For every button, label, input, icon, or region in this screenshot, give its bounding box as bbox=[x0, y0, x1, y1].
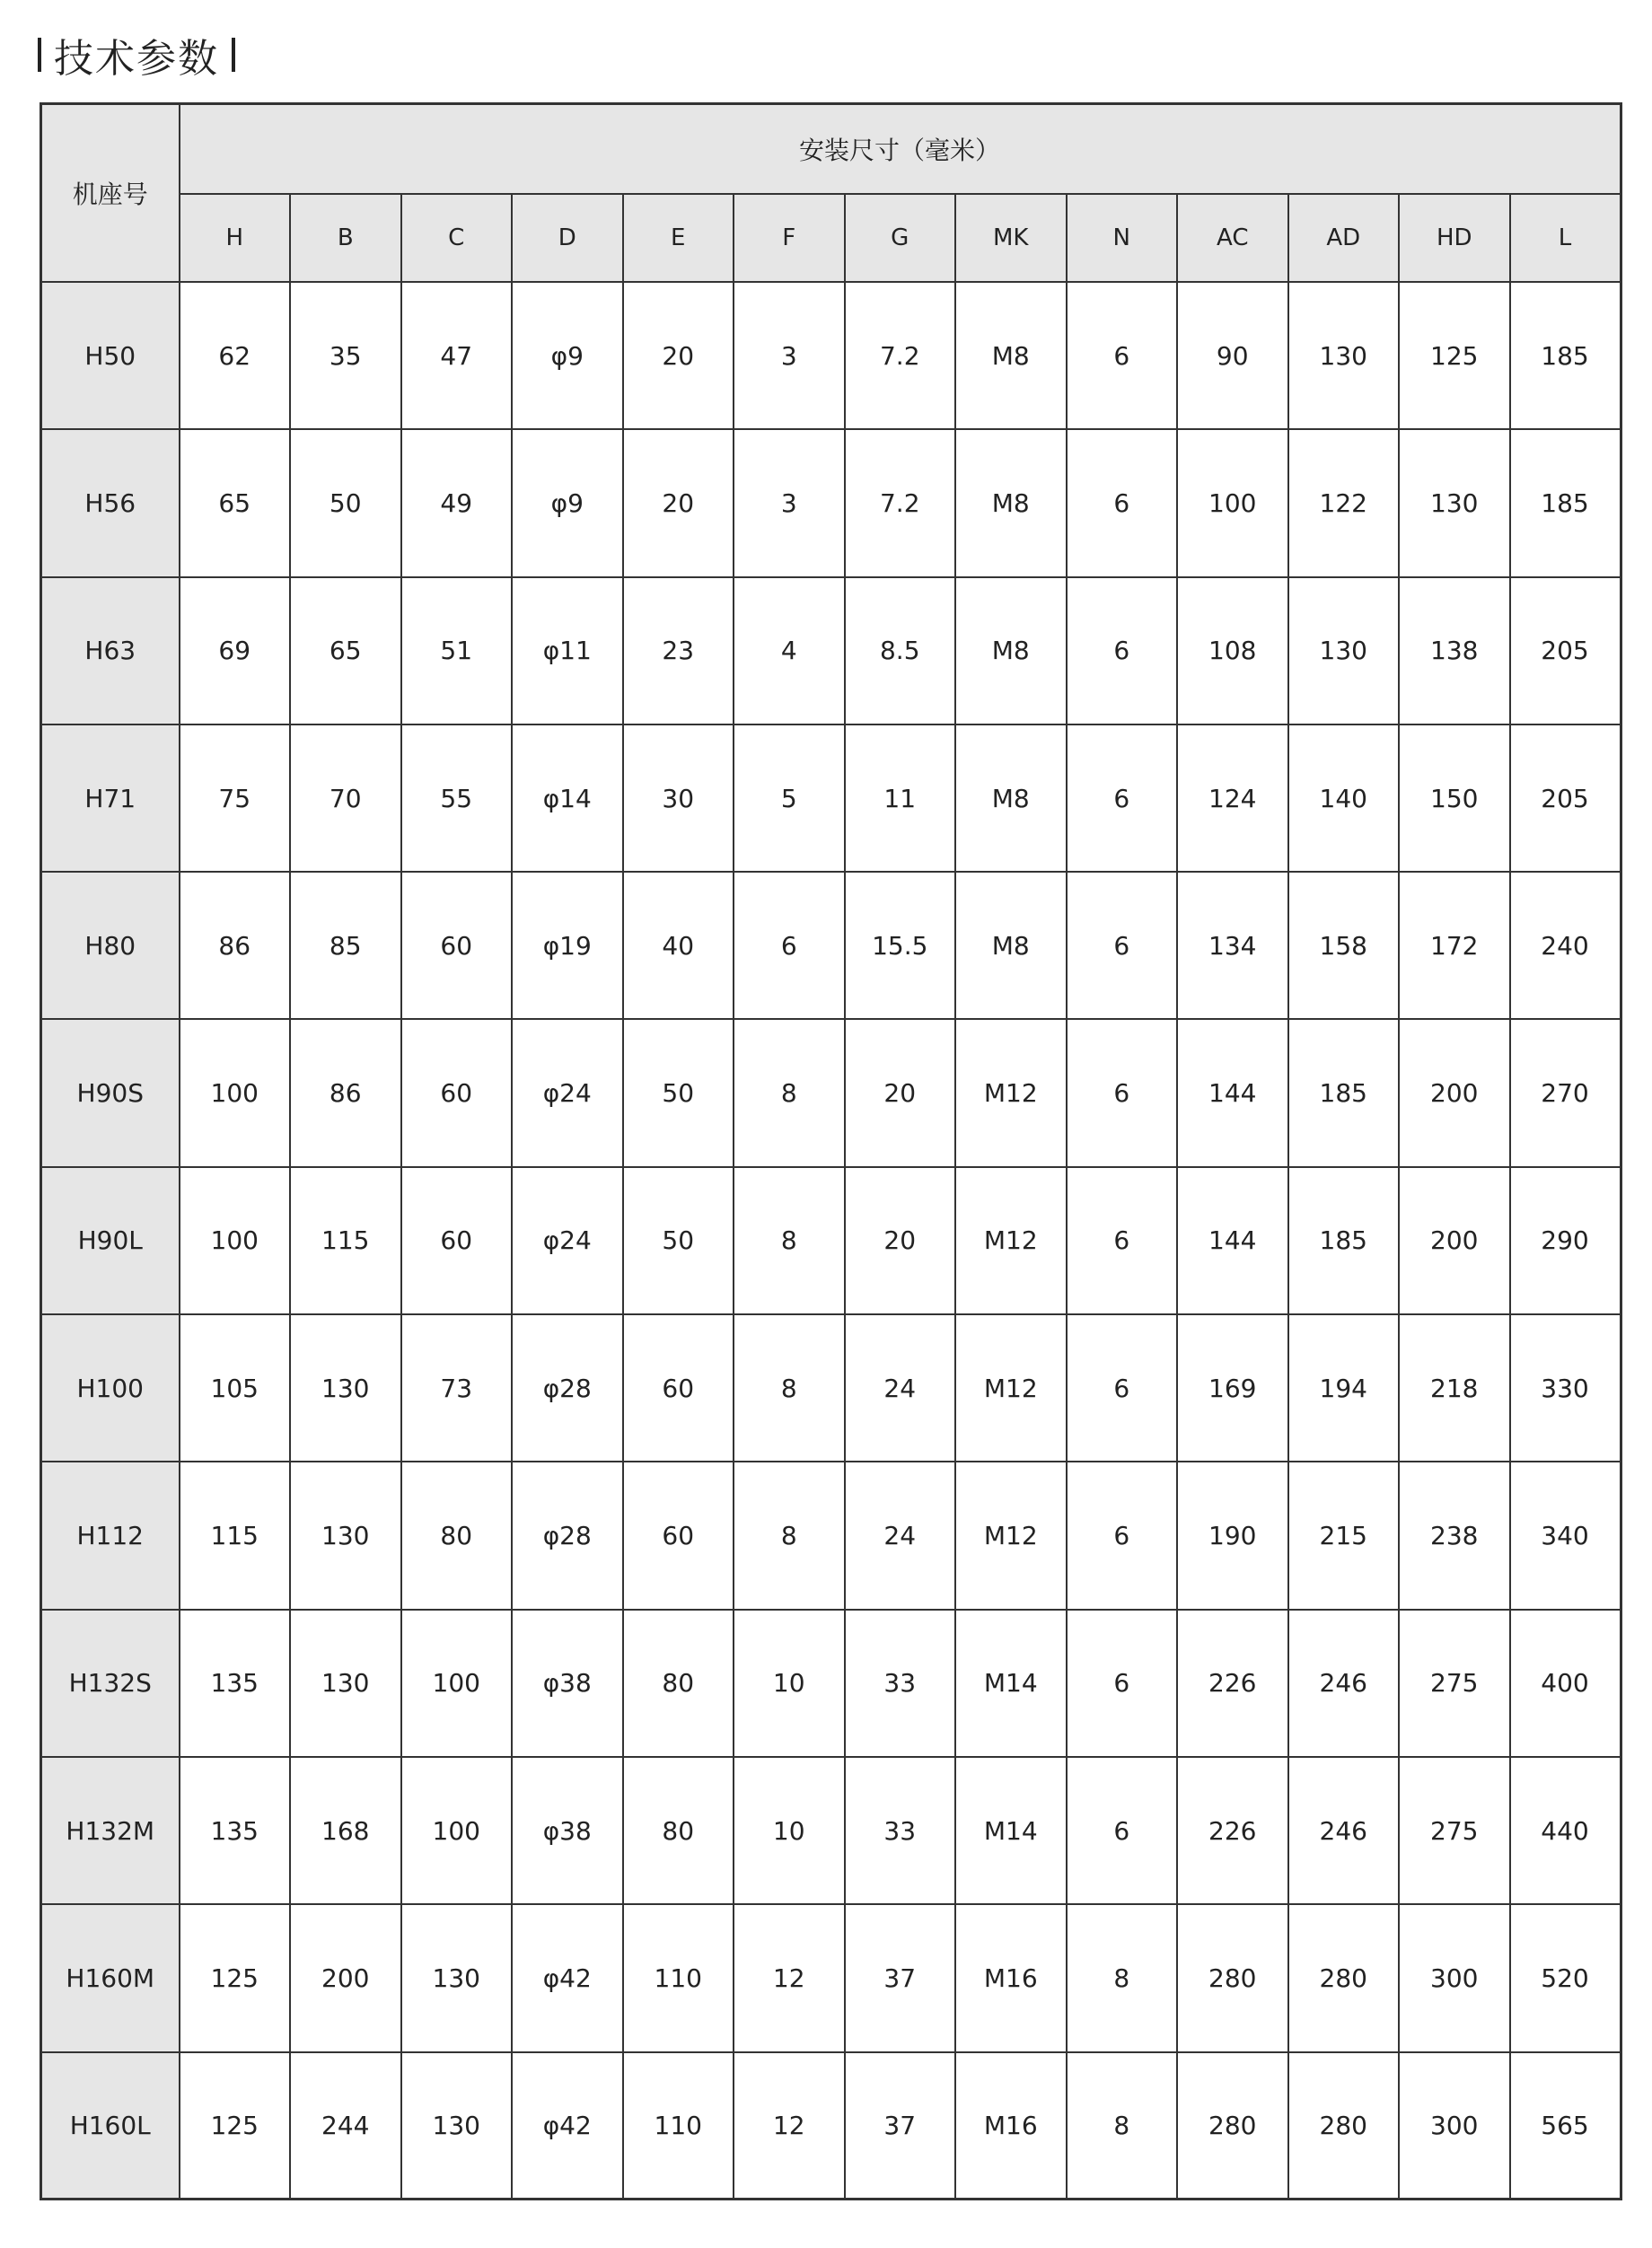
value-cell-l: 340 bbox=[1510, 1462, 1621, 1609]
table-row bbox=[41, 1610, 1621, 1757]
value-cell-c: 60 bbox=[401, 1019, 513, 1166]
spec-table-body bbox=[41, 282, 1621, 2200]
value-cell-g: 7.2 bbox=[845, 282, 956, 429]
value-cell-ad: 194 bbox=[1288, 1314, 1400, 1462]
value-cell-hd: 300 bbox=[1399, 1904, 1510, 2051]
table-row bbox=[41, 577, 1621, 724]
value-cell-ac: 134 bbox=[1177, 872, 1288, 1019]
value-cell-h: 86 bbox=[180, 872, 291, 1019]
column-header-hd: HD bbox=[1399, 194, 1510, 282]
value-cell-h: 105 bbox=[180, 1314, 291, 1462]
value-cell-n: 6 bbox=[1067, 429, 1178, 576]
dimension-group-header: 安装尺寸（毫米） bbox=[180, 104, 1621, 195]
value-cell-l: 330 bbox=[1510, 1314, 1621, 1462]
value-cell-n: 6 bbox=[1067, 282, 1178, 429]
value-cell-l: 290 bbox=[1510, 1167, 1621, 1314]
table-row bbox=[41, 872, 1621, 1019]
value-cell-g: 33 bbox=[845, 1757, 956, 1904]
table-row bbox=[41, 2052, 1621, 2200]
value-cell-l: 440 bbox=[1510, 1757, 1621, 1904]
value-cell-g: 33 bbox=[845, 1610, 956, 1757]
value-cell-d: φ42 bbox=[512, 2052, 623, 2200]
value-cell-l: 400 bbox=[1510, 1610, 1621, 1757]
value-cell-e: 40 bbox=[623, 872, 734, 1019]
value-cell-e: 20 bbox=[623, 282, 734, 429]
value-cell-f: 4 bbox=[734, 577, 845, 724]
value-cell-f: 8 bbox=[734, 1314, 845, 1462]
value-cell-ad: 246 bbox=[1288, 1757, 1400, 1904]
value-cell-n: 8 bbox=[1067, 1904, 1178, 2051]
spec-table bbox=[40, 102, 1622, 2200]
value-cell-c: 80 bbox=[401, 1462, 513, 1609]
value-cell-d: φ19 bbox=[512, 872, 623, 1019]
value-cell-d: φ11 bbox=[512, 577, 623, 724]
model-cell: H90S bbox=[41, 1019, 180, 1166]
section-title-text: 技术参数 bbox=[54, 36, 219, 82]
value-cell-c: 55 bbox=[401, 724, 513, 872]
column-header-l: L bbox=[1510, 194, 1621, 282]
value-cell-b: 115 bbox=[290, 1167, 401, 1314]
value-cell-n: 6 bbox=[1067, 1757, 1178, 1904]
value-cell-mk: M16 bbox=[955, 1904, 1067, 2051]
table-row bbox=[41, 1019, 1621, 1166]
value-cell-ad: 122 bbox=[1288, 429, 1400, 576]
value-cell-mk: M8 bbox=[955, 282, 1067, 429]
value-cell-mk: M12 bbox=[955, 1167, 1067, 1314]
model-cell: H50 bbox=[41, 282, 180, 429]
value-cell-ac: 280 bbox=[1177, 2052, 1288, 2200]
value-cell-mk: M16 bbox=[955, 2052, 1067, 2200]
value-cell-hd: 200 bbox=[1399, 1167, 1510, 1314]
value-cell-n: 6 bbox=[1067, 872, 1178, 1019]
value-cell-n: 6 bbox=[1067, 1019, 1178, 1166]
value-cell-ad: 130 bbox=[1288, 282, 1400, 429]
value-cell-n: 6 bbox=[1067, 577, 1178, 724]
value-cell-ac: 169 bbox=[1177, 1314, 1288, 1462]
value-cell-hd: 125 bbox=[1399, 282, 1510, 429]
value-cell-ac: 226 bbox=[1177, 1610, 1288, 1757]
value-cell-b: 244 bbox=[290, 2052, 401, 2200]
table-row bbox=[41, 282, 1621, 429]
value-cell-l: 565 bbox=[1510, 2052, 1621, 2200]
column-header-b: B bbox=[290, 194, 401, 282]
value-cell-n: 6 bbox=[1067, 1610, 1178, 1757]
model-cell: H132M bbox=[41, 1757, 180, 1904]
value-cell-h: 62 bbox=[180, 282, 291, 429]
title-right-bar bbox=[232, 38, 235, 72]
value-cell-ad: 215 bbox=[1288, 1462, 1400, 1609]
value-cell-ac: 144 bbox=[1177, 1167, 1288, 1314]
value-cell-n: 8 bbox=[1067, 2052, 1178, 2200]
value-cell-l: 185 bbox=[1510, 429, 1621, 576]
model-cell: H132S bbox=[41, 1610, 180, 1757]
value-cell-hd: 200 bbox=[1399, 1019, 1510, 1166]
value-cell-b: 50 bbox=[290, 429, 401, 576]
value-cell-c: 130 bbox=[401, 2052, 513, 2200]
value-cell-d: φ9 bbox=[512, 429, 623, 576]
table-row bbox=[41, 1314, 1621, 1462]
model-cell: H160M bbox=[41, 1904, 180, 2051]
value-cell-f: 12 bbox=[734, 2052, 845, 2200]
value-cell-h: 135 bbox=[180, 1610, 291, 1757]
column-header-e: E bbox=[623, 194, 734, 282]
value-cell-hd: 275 bbox=[1399, 1610, 1510, 1757]
column-header-row bbox=[41, 194, 1621, 282]
value-cell-e: 50 bbox=[623, 1019, 734, 1166]
value-cell-d: φ24 bbox=[512, 1167, 623, 1314]
value-cell-mk: M12 bbox=[955, 1462, 1067, 1609]
value-cell-b: 200 bbox=[290, 1904, 401, 2051]
value-cell-g: 20 bbox=[845, 1019, 956, 1166]
value-cell-ad: 130 bbox=[1288, 577, 1400, 724]
value-cell-mk: M8 bbox=[955, 577, 1067, 724]
value-cell-d: φ28 bbox=[512, 1462, 623, 1609]
value-cell-mk: M8 bbox=[955, 429, 1067, 576]
value-cell-e: 80 bbox=[623, 1610, 734, 1757]
value-cell-n: 6 bbox=[1067, 724, 1178, 872]
value-cell-b: 65 bbox=[290, 577, 401, 724]
column-header-ad: AD bbox=[1288, 194, 1400, 282]
value-cell-h: 135 bbox=[180, 1757, 291, 1904]
value-cell-e: 60 bbox=[623, 1314, 734, 1462]
value-cell-c: 51 bbox=[401, 577, 513, 724]
value-cell-l: 270 bbox=[1510, 1019, 1621, 1166]
value-cell-b: 85 bbox=[290, 872, 401, 1019]
value-cell-f: 8 bbox=[734, 1019, 845, 1166]
column-header-h: H bbox=[180, 194, 291, 282]
value-cell-c: 100 bbox=[401, 1610, 513, 1757]
value-cell-d: φ42 bbox=[512, 1904, 623, 2051]
value-cell-h: 75 bbox=[180, 724, 291, 872]
value-cell-e: 20 bbox=[623, 429, 734, 576]
value-cell-b: 130 bbox=[290, 1314, 401, 1462]
value-cell-ac: 90 bbox=[1177, 282, 1288, 429]
column-header-c: C bbox=[401, 194, 513, 282]
value-cell-l: 240 bbox=[1510, 872, 1621, 1019]
value-cell-c: 49 bbox=[401, 429, 513, 576]
value-cell-c: 60 bbox=[401, 872, 513, 1019]
value-cell-l: 185 bbox=[1510, 282, 1621, 429]
value-cell-h: 65 bbox=[180, 429, 291, 576]
model-cell: H80 bbox=[41, 872, 180, 1019]
table-row bbox=[41, 429, 1621, 576]
value-cell-ad: 246 bbox=[1288, 1610, 1400, 1757]
value-cell-ac: 280 bbox=[1177, 1904, 1288, 2051]
value-cell-mk: M12 bbox=[955, 1314, 1067, 1462]
model-cell: H56 bbox=[41, 429, 180, 576]
value-cell-mk: M14 bbox=[955, 1610, 1067, 1757]
value-cell-b: 130 bbox=[290, 1462, 401, 1609]
table-row bbox=[41, 1167, 1621, 1314]
column-header-d: D bbox=[512, 194, 623, 282]
value-cell-g: 8.5 bbox=[845, 577, 956, 724]
value-cell-e: 50 bbox=[623, 1167, 734, 1314]
column-header-ac: AC bbox=[1177, 194, 1288, 282]
value-cell-g: 37 bbox=[845, 2052, 956, 2200]
value-cell-e: 110 bbox=[623, 2052, 734, 2200]
value-cell-g: 15.5 bbox=[845, 872, 956, 1019]
value-cell-c: 47 bbox=[401, 282, 513, 429]
model-cell: H112 bbox=[41, 1462, 180, 1609]
value-cell-g: 7.2 bbox=[845, 429, 956, 576]
model-cell: H71 bbox=[41, 724, 180, 872]
table-row bbox=[41, 724, 1621, 872]
value-cell-e: 30 bbox=[623, 724, 734, 872]
value-cell-b: 86 bbox=[290, 1019, 401, 1166]
column-header-n: N bbox=[1067, 194, 1178, 282]
value-cell-ac: 226 bbox=[1177, 1757, 1288, 1904]
table-row bbox=[41, 1757, 1621, 1904]
value-cell-h: 69 bbox=[180, 577, 291, 724]
value-cell-ac: 144 bbox=[1177, 1019, 1288, 1166]
value-cell-g: 11 bbox=[845, 724, 956, 872]
value-cell-d: φ38 bbox=[512, 1610, 623, 1757]
table-row bbox=[41, 1462, 1621, 1609]
value-cell-f: 3 bbox=[734, 429, 845, 576]
value-cell-c: 130 bbox=[401, 1904, 513, 2051]
value-cell-e: 23 bbox=[623, 577, 734, 724]
value-cell-g: 24 bbox=[845, 1314, 956, 1462]
value-cell-ad: 158 bbox=[1288, 872, 1400, 1019]
value-cell-b: 35 bbox=[290, 282, 401, 429]
value-cell-l: 205 bbox=[1510, 724, 1621, 872]
value-cell-ad: 185 bbox=[1288, 1019, 1400, 1166]
value-cell-n: 6 bbox=[1067, 1462, 1178, 1609]
model-cell: H90L bbox=[41, 1167, 180, 1314]
value-cell-d: φ24 bbox=[512, 1019, 623, 1166]
column-header-f: F bbox=[734, 194, 845, 282]
model-cell: H160L bbox=[41, 2052, 180, 2200]
value-cell-c: 60 bbox=[401, 1167, 513, 1314]
value-cell-mk: M8 bbox=[955, 724, 1067, 872]
value-cell-hd: 238 bbox=[1399, 1462, 1510, 1609]
value-cell-hd: 300 bbox=[1399, 2052, 1510, 2200]
value-cell-f: 6 bbox=[734, 872, 845, 1019]
value-cell-l: 205 bbox=[1510, 577, 1621, 724]
value-cell-hd: 172 bbox=[1399, 872, 1510, 1019]
value-cell-ac: 190 bbox=[1177, 1462, 1288, 1609]
value-cell-d: φ38 bbox=[512, 1757, 623, 1904]
value-cell-b: 130 bbox=[290, 1610, 401, 1757]
value-cell-f: 3 bbox=[734, 282, 845, 429]
value-cell-e: 110 bbox=[623, 1904, 734, 2051]
value-cell-n: 6 bbox=[1067, 1314, 1178, 1462]
value-cell-f: 12 bbox=[734, 1904, 845, 2051]
value-cell-d: φ28 bbox=[512, 1314, 623, 1462]
value-cell-hd: 150 bbox=[1399, 724, 1510, 872]
value-cell-ad: 140 bbox=[1288, 724, 1400, 872]
value-cell-g: 20 bbox=[845, 1167, 956, 1314]
value-cell-hd: 130 bbox=[1399, 429, 1510, 576]
value-cell-e: 80 bbox=[623, 1757, 734, 1904]
value-cell-h: 100 bbox=[180, 1019, 291, 1166]
model-cell: H63 bbox=[41, 577, 180, 724]
column-header-mk: MK bbox=[955, 194, 1067, 282]
model-header: 机座号 bbox=[41, 104, 180, 283]
value-cell-d: φ9 bbox=[512, 282, 623, 429]
model-cell: H100 bbox=[41, 1314, 180, 1462]
section-title bbox=[32, 23, 235, 86]
value-cell-hd: 138 bbox=[1399, 577, 1510, 724]
value-cell-c: 73 bbox=[401, 1314, 513, 1462]
value-cell-f: 8 bbox=[734, 1167, 845, 1314]
value-cell-b: 70 bbox=[290, 724, 401, 872]
value-cell-ad: 185 bbox=[1288, 1167, 1400, 1314]
value-cell-c: 100 bbox=[401, 1757, 513, 1904]
value-cell-h: 125 bbox=[180, 2052, 291, 2200]
value-cell-n: 6 bbox=[1067, 1167, 1178, 1314]
value-cell-ac: 108 bbox=[1177, 577, 1288, 724]
value-cell-mk: M14 bbox=[955, 1757, 1067, 1904]
value-cell-f: 10 bbox=[734, 1757, 845, 1904]
value-cell-f: 5 bbox=[734, 724, 845, 872]
value-cell-ac: 124 bbox=[1177, 724, 1288, 872]
value-cell-h: 115 bbox=[180, 1462, 291, 1609]
value-cell-hd: 218 bbox=[1399, 1314, 1510, 1462]
value-cell-ac: 100 bbox=[1177, 429, 1288, 576]
value-cell-g: 24 bbox=[845, 1462, 956, 1609]
value-cell-l: 520 bbox=[1510, 1904, 1621, 2051]
value-cell-mk: M8 bbox=[955, 872, 1067, 1019]
value-cell-d: φ14 bbox=[512, 724, 623, 872]
value-cell-e: 60 bbox=[623, 1462, 734, 1609]
table-row bbox=[41, 1904, 1621, 2051]
column-header-g: G bbox=[845, 194, 956, 282]
value-cell-ad: 280 bbox=[1288, 2052, 1400, 2200]
value-cell-h: 125 bbox=[180, 1904, 291, 2051]
value-cell-b: 168 bbox=[290, 1757, 401, 1904]
value-cell-hd: 275 bbox=[1399, 1757, 1510, 1904]
value-cell-h: 100 bbox=[180, 1167, 291, 1314]
value-cell-g: 37 bbox=[845, 1904, 956, 2051]
value-cell-mk: M12 bbox=[955, 1019, 1067, 1166]
value-cell-f: 10 bbox=[734, 1610, 845, 1757]
value-cell-f: 8 bbox=[734, 1462, 845, 1609]
title-left-bar bbox=[38, 38, 41, 72]
value-cell-ad: 280 bbox=[1288, 1904, 1400, 2051]
